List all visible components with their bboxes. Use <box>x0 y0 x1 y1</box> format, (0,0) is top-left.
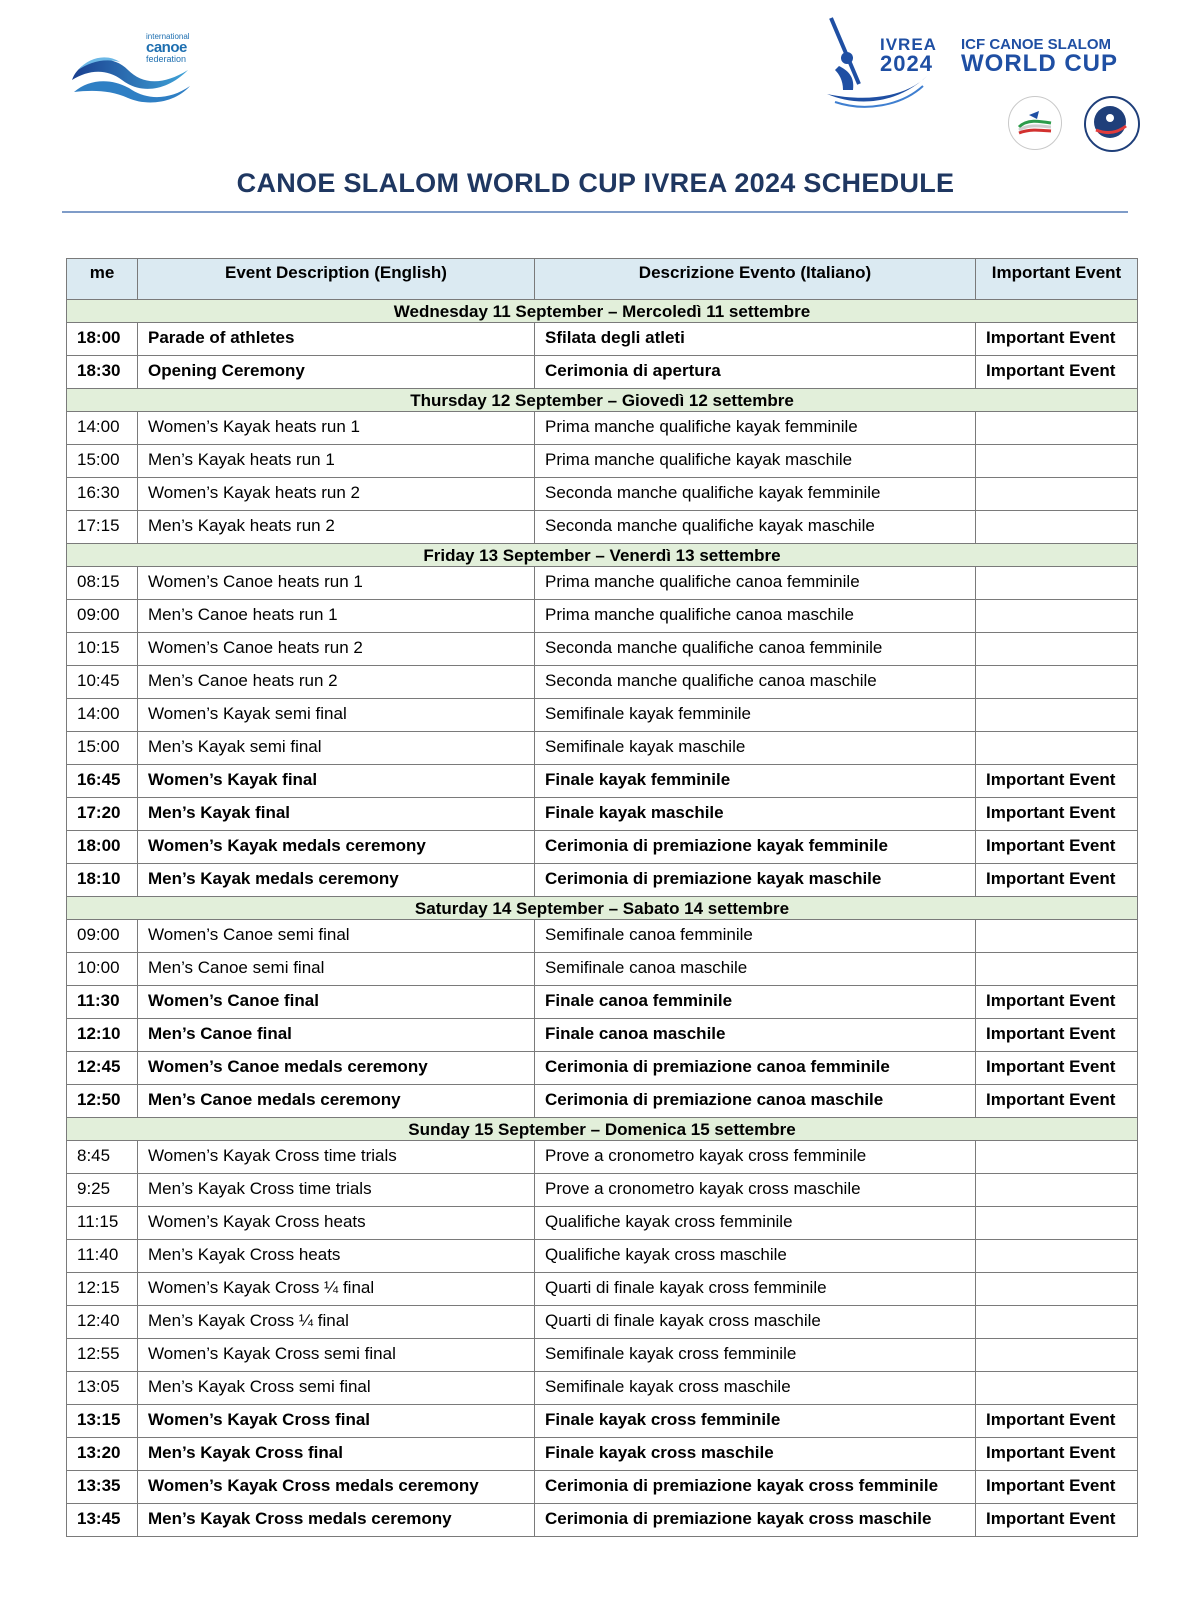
icf-logo <box>70 30 200 105</box>
event-time: 18:30 <box>67 356 138 389</box>
event-time: 13:15 <box>67 1405 138 1438</box>
table-row <box>67 1174 1138 1207</box>
important-event-flag <box>976 633 1138 666</box>
day-label: Sunday 15 September – Domenica 15 settembre <box>67 1118 1138 1141</box>
important-event-flag: Important Event <box>976 1405 1138 1438</box>
table-row <box>67 633 1138 666</box>
important-event-flag <box>976 666 1138 699</box>
table-row <box>67 798 1138 831</box>
event-description-italian: Sfilata degli atleti <box>535 323 976 356</box>
table-row <box>67 1052 1138 1085</box>
event-time: 16:30 <box>67 478 138 511</box>
event-description-english: Men’s Canoe semi final <box>138 953 535 986</box>
event-description-italian: Semifinale canoa maschile <box>535 953 976 986</box>
event-description-italian: Quarti di finale kayak cross femminile <box>535 1273 976 1306</box>
event-time: 17:15 <box>67 511 138 544</box>
table-row <box>67 1339 1138 1372</box>
event-description-english: Men’s Canoe heats run 1 <box>138 600 535 633</box>
important-event-flag: Important Event <box>976 1019 1138 1052</box>
event-time: 9:25 <box>67 1174 138 1207</box>
important-event-flag: Important Event <box>976 323 1138 356</box>
day-header-row <box>67 389 1138 412</box>
event-description-english: Women’s Canoe heats run 2 <box>138 633 535 666</box>
event-description-italian: Qualifiche kayak cross femminile <box>535 1207 976 1240</box>
important-event-flag <box>976 1207 1138 1240</box>
important-event-flag <box>976 1339 1138 1372</box>
event-description-english: Women’s Kayak semi final <box>138 699 535 732</box>
day-header-row <box>67 544 1138 567</box>
event-description-italian: Prima manche qualifiche canoa femminile <box>535 567 976 600</box>
event-description-english: Men’s Kayak Cross heats <box>138 1240 535 1273</box>
important-event-flag <box>976 1372 1138 1405</box>
important-event-flag: Important Event <box>976 765 1138 798</box>
event-description-italian: Finale canoa femminile <box>535 986 976 1019</box>
event-description-english: Men’s Kayak medals ceremony <box>138 864 535 897</box>
schedule-table <box>66 258 1138 1537</box>
event-description-italian: Semifinale kayak femminile <box>535 699 976 732</box>
event-description-english: Women’s Canoe final <box>138 986 535 1019</box>
important-event-flag <box>976 1240 1138 1273</box>
event-time: 12:10 <box>67 1019 138 1052</box>
event-time: 12:40 <box>67 1306 138 1339</box>
table-row <box>67 511 1138 544</box>
day-label: Friday 13 September – Venerdì 13 settembre <box>67 544 1138 567</box>
table-row <box>67 1405 1138 1438</box>
important-event-flag: Important Event <box>976 831 1138 864</box>
event-description-english: Opening Ceremony <box>138 356 535 389</box>
event-description-italian: Finale kayak cross maschile <box>535 1438 976 1471</box>
event-time: 10:45 <box>67 666 138 699</box>
event-description-english: Women’s Canoe heats run 1 <box>138 567 535 600</box>
table-row <box>67 1019 1138 1052</box>
event-description-english: Women’s Kayak Cross semi final <box>138 1339 535 1372</box>
important-event-flag <box>976 478 1138 511</box>
table-row <box>67 1504 1138 1537</box>
event-description-english: Women’s Kayak Cross heats <box>138 1207 535 1240</box>
event-description-english: Women’s Kayak final <box>138 765 535 798</box>
important-event-flag: Important Event <box>976 1085 1138 1118</box>
table-row <box>67 699 1138 732</box>
event-description-italian: Seconda manche qualifiche canoa femminile <box>535 633 976 666</box>
event-description-italian: Finale kayak femminile <box>535 765 976 798</box>
event-description-english: Women’s Kayak Cross medals ceremony <box>138 1471 535 1504</box>
event-description-italian: Prima manche qualifiche kayak maschile <box>535 445 976 478</box>
important-event-flag <box>976 953 1138 986</box>
event-description-english: Men’s Canoe medals ceremony <box>138 1085 535 1118</box>
important-event-flag: Important Event <box>976 356 1138 389</box>
event-description-italian: Prove a cronometro kayak cross maschile <box>535 1174 976 1207</box>
event-description-english: Men’s Canoe heats run 2 <box>138 666 535 699</box>
day-header-row <box>67 300 1138 323</box>
event-description-english: Men’s Kayak semi final <box>138 732 535 765</box>
day-header-row <box>67 897 1138 920</box>
event-description-italian: Seconda manche qualifiche kayak maschile <box>535 511 976 544</box>
event-description-italian: Seconda manche qualifiche kayak femminile <box>535 478 976 511</box>
table-row <box>67 986 1138 1019</box>
column-header-italian: Descrizione Evento (Italiano) <box>535 259 976 300</box>
event-description-english: Men’s Kayak Cross final <box>138 1438 535 1471</box>
table-row <box>67 356 1138 389</box>
column-header-important: Important Event <box>976 259 1138 300</box>
column-header-english: Event Description (English) <box>138 259 535 300</box>
event-time: 10:00 <box>67 953 138 986</box>
table-row <box>67 953 1138 986</box>
important-event-flag <box>976 732 1138 765</box>
table-row <box>67 920 1138 953</box>
event-description-english: Women’s Kayak Cross ¼ final <box>138 1273 535 1306</box>
event-time: 12:55 <box>67 1339 138 1372</box>
event-description-english: Parade of athletes <box>138 323 535 356</box>
table-row <box>67 831 1138 864</box>
event-description-english: Men’s Kayak heats run 1 <box>138 445 535 478</box>
event-description-english: Women’s Kayak Cross final <box>138 1405 535 1438</box>
world-cup-year: 2024 <box>880 51 933 76</box>
event-time: 17:20 <box>67 798 138 831</box>
event-description-italian: Semifinale kayak cross maschile <box>535 1372 976 1405</box>
federazione-seal-icon <box>1009 97 1061 149</box>
event-description-italian: Cerimonia di apertura <box>535 356 976 389</box>
day-label: Wednesday 11 September – Mercoledì 11 settembre <box>67 300 1138 323</box>
event-description-english: Men’s Kayak Cross semi final <box>138 1372 535 1405</box>
world-cup-line1: ICF CANOE SLALOM <box>961 36 1111 53</box>
table-row <box>67 1085 1138 1118</box>
ivrea-club-seal-icon <box>1086 98 1134 146</box>
event-description-italian: Cerimonia di premiazione kayak maschile <box>535 864 976 897</box>
event-time: 09:00 <box>67 920 138 953</box>
table-row <box>67 1438 1138 1471</box>
event-description-italian: Finale kayak maschile <box>535 798 976 831</box>
event-description-italian: Quarti di finale kayak cross maschile <box>535 1306 976 1339</box>
important-event-flag <box>976 600 1138 633</box>
event-time: 15:00 <box>67 732 138 765</box>
event-time: 09:00 <box>67 600 138 633</box>
event-time: 16:45 <box>67 765 138 798</box>
event-time: 13:35 <box>67 1471 138 1504</box>
important-event-flag <box>976 511 1138 544</box>
event-time: 08:15 <box>67 567 138 600</box>
important-event-flag: Important Event <box>976 986 1138 1019</box>
table-row <box>67 864 1138 897</box>
event-description-english: Men’s Kayak final <box>138 798 535 831</box>
table-row <box>67 1240 1138 1273</box>
important-event-flag <box>976 1174 1138 1207</box>
event-time: 18:00 <box>67 323 138 356</box>
table-row <box>67 765 1138 798</box>
important-event-flag: Important Event <box>976 798 1138 831</box>
event-time: 11:15 <box>67 1207 138 1240</box>
event-time: 12:15 <box>67 1273 138 1306</box>
table-row <box>67 1306 1138 1339</box>
event-description-italian: Seconda manche qualifiche canoa maschile <box>535 666 976 699</box>
event-time: 12:45 <box>67 1052 138 1085</box>
important-event-flag: Important Event <box>976 864 1138 897</box>
table-row <box>67 412 1138 445</box>
table-row <box>67 1273 1138 1306</box>
schedule-body <box>67 300 1138 1537</box>
important-event-flag: Important Event <box>976 1471 1138 1504</box>
event-description-italian: Prima manche qualifiche canoa maschile <box>535 600 976 633</box>
event-time: 14:00 <box>67 699 138 732</box>
table-row <box>67 1471 1138 1504</box>
day-header-row <box>67 1118 1138 1141</box>
important-event-flag <box>976 1141 1138 1174</box>
world-cup-city-block <box>880 36 937 75</box>
ivrea-canoa-club-seal <box>1084 96 1140 152</box>
event-time: 10:15 <box>67 633 138 666</box>
event-time: 11:40 <box>67 1240 138 1273</box>
important-event-flag <box>976 1273 1138 1306</box>
event-description-english: Women’s Kayak medals ceremony <box>138 831 535 864</box>
table-row <box>67 567 1138 600</box>
world-cup-city: IVREA <box>880 35 937 54</box>
important-event-flag <box>976 699 1138 732</box>
important-event-flag: Important Event <box>976 1504 1138 1537</box>
table-row <box>67 732 1138 765</box>
day-label: Thursday 12 September – Giovedì 12 settembre <box>67 389 1138 412</box>
important-event-flag <box>976 445 1138 478</box>
event-time: 13:45 <box>67 1504 138 1537</box>
table-row <box>67 1141 1138 1174</box>
event-description-english: Women’s Canoe medals ceremony <box>138 1052 535 1085</box>
day-label: Saturday 14 September – Sabato 14 settembre <box>67 897 1138 920</box>
event-description-english: Men’s Kayak Cross ¼ final <box>138 1306 535 1339</box>
event-description-italian: Cerimonia di premiazione kayak cross femminile <box>535 1471 976 1504</box>
world-cup-name-block <box>961 36 1118 75</box>
table-row <box>67 600 1138 633</box>
table-header-row <box>67 259 1138 300</box>
event-time: 8:45 <box>67 1141 138 1174</box>
important-event-flag <box>976 567 1138 600</box>
event-description-english: Men’s Kayak Cross medals ceremony <box>138 1504 535 1537</box>
page-title: CANOE SLALOM WORLD CUP IVREA 2024 SCHEDULE <box>236 168 955 198</box>
event-description-italian: Cerimonia di premiazione kayak femminile <box>535 831 976 864</box>
event-description-italian: Prima manche qualifiche kayak femminile <box>535 412 976 445</box>
event-description-italian: Semifinale kayak cross femminile <box>535 1339 976 1372</box>
icf-logo-text <box>146 32 206 64</box>
table-row <box>67 478 1138 511</box>
table-row <box>67 1372 1138 1405</box>
event-time: 13:20 <box>67 1438 138 1471</box>
event-description-italian: Semifinale canoa femminile <box>535 920 976 953</box>
event-description-english: Women’s Canoe semi final <box>138 920 535 953</box>
event-description-italian: Prove a cronometro kayak cross femminile <box>535 1141 976 1174</box>
event-description-italian: Cerimonia di premiazione kayak cross maschile <box>535 1504 976 1537</box>
important-event-flag <box>976 920 1138 953</box>
event-time: 18:10 <box>67 864 138 897</box>
event-time: 12:50 <box>67 1085 138 1118</box>
event-description-italian: Cerimonia di premiazione canoa femminile <box>535 1052 976 1085</box>
important-event-flag <box>976 412 1138 445</box>
event-time: 14:00 <box>67 412 138 445</box>
event-time: 18:00 <box>67 831 138 864</box>
table-row <box>67 666 1138 699</box>
title-divider <box>62 211 1128 213</box>
table-row <box>67 1207 1138 1240</box>
world-cup-line2: WORLD CUP <box>961 50 1118 77</box>
event-description-italian: Finale canoa maschile <box>535 1019 976 1052</box>
event-description-italian: Cerimonia di premiazione canoa maschile <box>535 1085 976 1118</box>
event-description-english: Men’s Kayak Cross time trials <box>138 1174 535 1207</box>
event-description-english: Women’s Kayak heats run 1 <box>138 412 535 445</box>
event-time: 15:00 <box>67 445 138 478</box>
event-description-english: Men’s Kayak heats run 2 <box>138 511 535 544</box>
event-description-english: Women’s Kayak heats run 2 <box>138 478 535 511</box>
event-description-italian: Qualifiche kayak cross maschile <box>535 1240 976 1273</box>
event-time: 11:30 <box>67 986 138 1019</box>
important-event-flag <box>976 1306 1138 1339</box>
event-description-italian: Finale kayak cross femminile <box>535 1405 976 1438</box>
important-event-flag: Important Event <box>976 1052 1138 1085</box>
table-row <box>67 323 1138 356</box>
federazione-seal <box>1008 96 1062 150</box>
icf-logo-line1: international <box>146 32 190 41</box>
event-time: 13:05 <box>67 1372 138 1405</box>
table-row <box>67 445 1138 478</box>
event-description-italian: Semifinale kayak maschile <box>535 732 976 765</box>
event-description-english: Men’s Canoe final <box>138 1019 535 1052</box>
event-description-english: Women’s Kayak Cross time trials <box>138 1141 535 1174</box>
icf-logo-line3: federation <box>146 54 187 64</box>
column-header-time: me <box>67 259 138 300</box>
icf-logo-line2: canoe <box>146 39 187 56</box>
important-event-flag: Important Event <box>976 1438 1138 1471</box>
